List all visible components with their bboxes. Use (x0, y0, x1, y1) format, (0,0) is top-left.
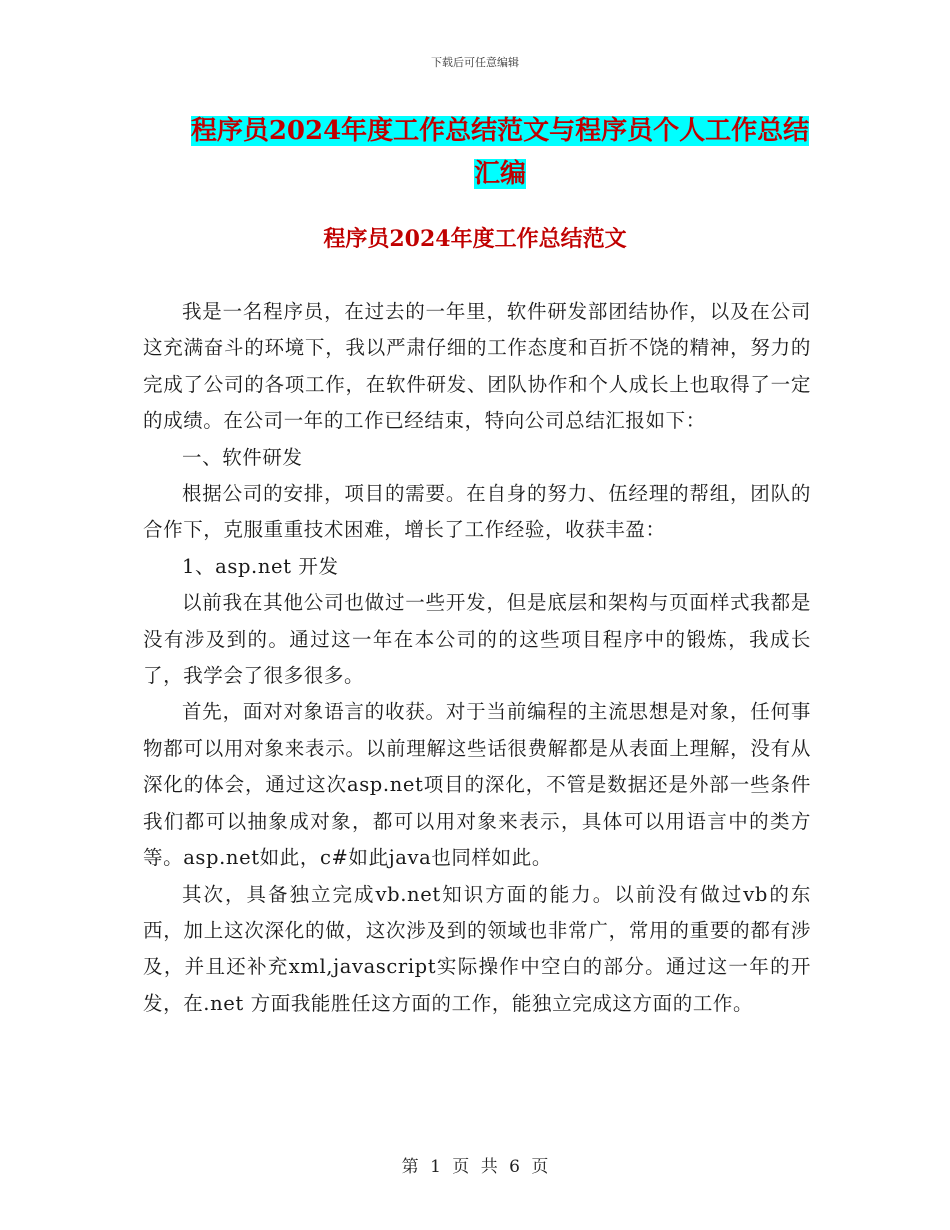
header-note: 下载后可任意编辑 (431, 56, 519, 69)
paragraph-intro: 我是一名程序员，在过去的一年里，软件研发部团结协作，以及在公司这充满奋斗的环境下，我以严肃仔细的工作态度和百折不饶的精神，努力的完成了公司的各项工作，在软件研发、团队协作和个人成长上也取得了一定的成绩。在公司一年的工作已经结束，特向公司总结汇报如下： (143, 300, 811, 433)
paragraph-oop-gains: 首先，面对对象语言的收获。对于当前编程的主流思想是对象，任何事物都可以用对象来表示。以前理解这些话很费解都是从表面上理解，没有从深化的体会，通过这次asp.net项目的深化，不管是数据还是外部一些条件我们都可以抽象成对象，都可以用对象来表示，具体可以用语言中的类方等。asp.net如此，c#如此java也同样如此。 (143, 700, 811, 870)
document-body (143, 294, 811, 1022)
heading-software-rd: 一、软件研发 (182, 445, 303, 469)
document-title (140, 110, 860, 196)
section-title: 程序员2024年度工作总结范文 (323, 226, 627, 252)
paragraph-vbnet-ability: 其次，具备独立完成vb.net知识方面的能力。以前没有做过vb的东西，加上这次深化的做，这次涉及到的领域也非常广，常用的重要的都有涉及，并且还补充xml,javascript实际操作中空白的部分。通过这一年的开发，在.net 方面我能胜任这方面的工作，能独立完成这方面的工作。 (143, 882, 811, 1015)
heading-aspnet-dev: 1、asp.net 开发 (182, 554, 339, 578)
document-title-line-2: 汇编 (473, 159, 526, 189)
page-footer: 第 1 页 共 6 页 (401, 1157, 549, 1177)
paragraph-arrangement: 根据公司的安排，项目的需要。在自身的努力、伍经理的帮组，团队的合作下，克服重重技术困难，增长了工作经验，收获丰盈： (143, 482, 811, 542)
document-title-line-1: 程序员2024年度工作总结范文与程序员个人工作总结 (190, 116, 810, 146)
paragraph-previous-experience: 以前我在其他公司也做过一些开发，但是底层和架构与页面样式我都是没有涉及到的。通过这一年在本公司的的这些项目程序中的锻炼，我成长了，我学会了很多很多。 (143, 591, 811, 688)
